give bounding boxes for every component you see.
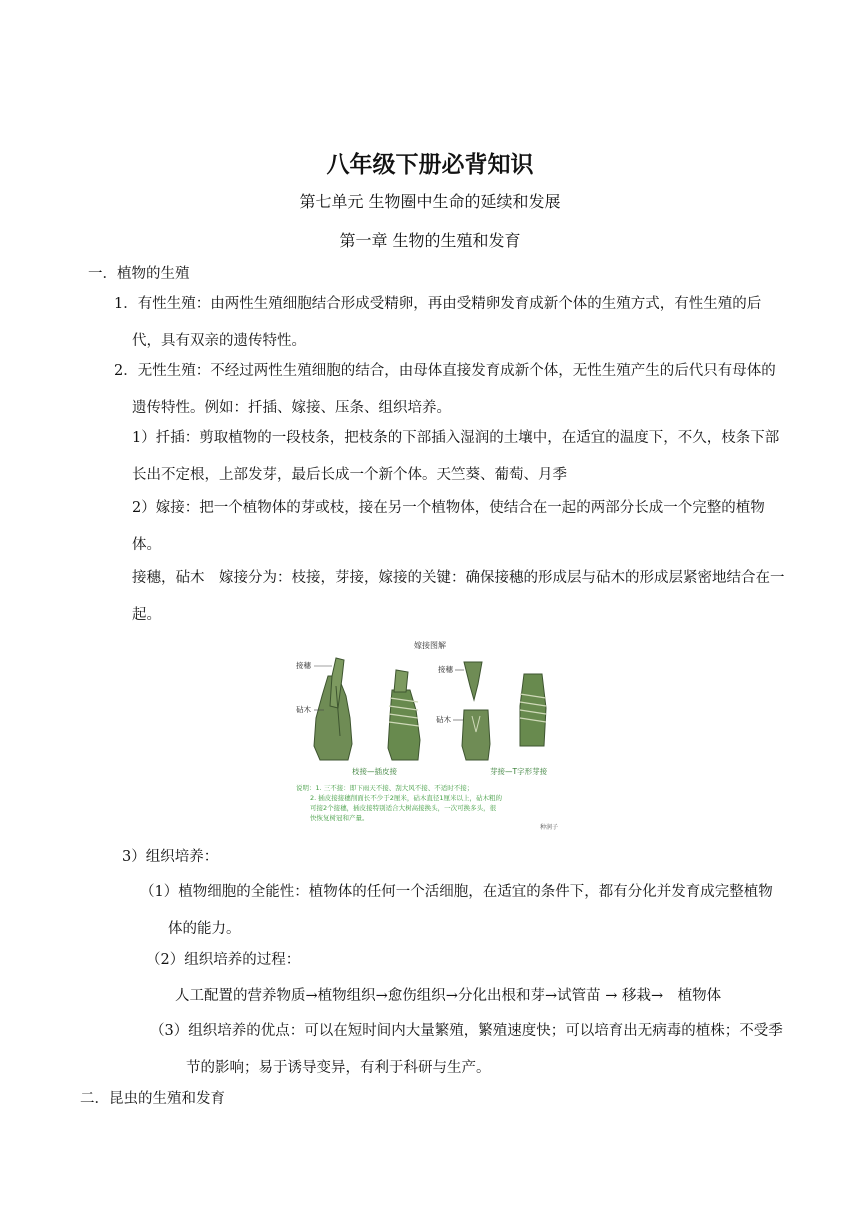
label-scion-right: 接穗 [438,665,453,674]
page-title: 八年级下册必背知识 [326,152,534,178]
figure-note-4: 快恢复树冠和产量。 [310,814,369,822]
figure-title: 嫁接图解 [414,641,446,650]
paragraph-tissue-culture-process: 人工配置的营养物质→植物组织→愈伤组织→分化出根和芽→试管苗 → 移栽→ 植物体 [175,988,722,1004]
caption-right: 芽接—T字形芽接 [490,767,548,776]
section-plant-reproduction: 一．植物的生殖 [88,266,190,282]
stem-left-tied [388,670,420,760]
stem-left-stock [314,658,352,760]
paragraph-tissue-culture-heading: 3）组织培养： [122,849,219,865]
paragraph-asexual-reproduction [114,353,786,427]
section-insect-reproduction: 二．昆虫的生殖和发育 [80,1091,225,1107]
paragraph-text: （3）组织培养的优点：可以在短时间内大量繁殖，繁殖速度快；可以培育出无病毒的植株；不受季节的影响；易于诱导变异，有利于科研与生产。 [150,1023,783,1076]
paragraph-grafting: 2）嫁接：把一个植物体的芽或枝，接在另一个植物体，使结合在一起的两部分长成一个完整的植物体。 [132,500,765,553]
label-stock-left: 砧木 [296,705,311,714]
paragraph-text: （1）植物细胞的全能性：植物体的任何一个活细胞，在适宜的条件下，都有分化并发育成完整植物体的能力。 [140,884,773,937]
stem-right-stock [462,710,490,760]
paragraph-text: 2．无性生殖：不经过两性生殖细胞的结合，由母体直接发育成新个体，无性生殖产生的后代只有母体的遗传特性。例如：扦插、嫁接、压条、组织培养。 [114,363,776,416]
label-stock-right: 砧木 [436,715,451,724]
caption-left: 枝接—插皮接 [352,767,397,776]
figure-signature: 种润子 [540,824,559,831]
label-scion-left: 接穗 [296,661,311,670]
figure-note-3: 可接2个接穗，插皮接特别适合大树高接换头，一次可换多头，很 [310,804,497,812]
paragraph-tissue-culture-process-heading: （2）组织培养的过程： [146,952,301,968]
paragraph-tissue-culture-advantages [150,1013,786,1087]
stem-right-scion [464,662,482,700]
paragraph-totipotency [140,874,786,948]
chapter-heading: 第一章 生物的生殖和发育 [339,231,521,250]
figure-note-1: 说明：1. 三不接：即下雨天不接、刮大风不接、不适时不接； [296,784,474,792]
paragraph-grafting-key: 接穗，砧木 嫁接分为：枝接，芽接，嫁接的关键：确保接穗的形成层与砧木的形成层紧密地结合在一起。 [132,570,785,623]
grafting-figure [292,636,562,832]
paragraph-cutting: 1）扦插：剪取植物的一段枝条，把枝条的下部插入湿润的土壤中，在适宜的温度下，不久，枝条下部长出不定根，上部发芽，最后长成一个新个体。天竺葵、葡萄、月季 [132,430,780,483]
paragraph-sexual-reproduction [114,286,786,360]
stem-right-tied [520,674,546,746]
figure-note-2: 2. 插皮接接穗削面长不少于2厘米，砧木直径1厘米以上，砧木粗的 [310,794,503,802]
unit-heading: 第七单元 生物圈中生命的延续和发展 [299,192,561,211]
paragraph-text: 1．有性生殖：由两性生殖细胞结合形成受精卵，再由受精卵发育成新个体的生殖方式，有性生殖的后代，具有双亲的遗传特性。 [114,296,762,349]
